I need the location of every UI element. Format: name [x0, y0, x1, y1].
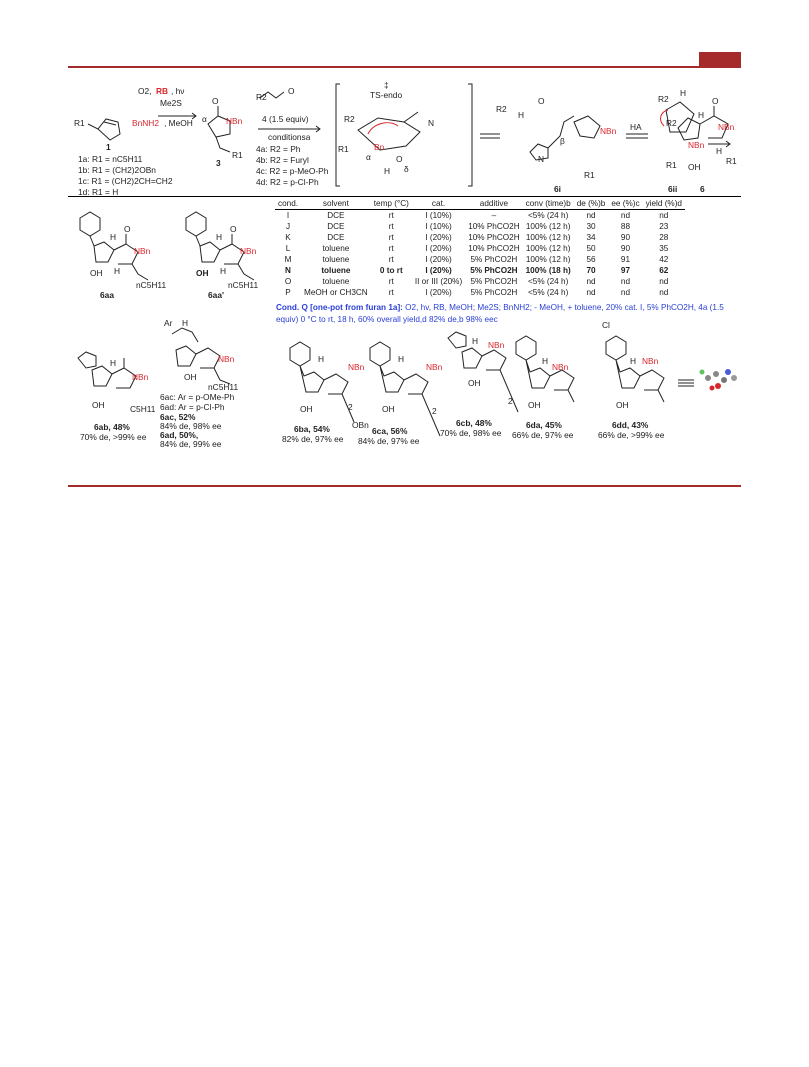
6aa-prime-oxygen: O: [230, 224, 237, 234]
6ab-sub: 70% de, >99% ee: [80, 432, 147, 442]
6aa-h2: H: [114, 266, 121, 276]
6ba-sub: 82% de, 97% ee: [282, 434, 344, 444]
footnote-body: O2, hv, RB, MeOH; Me2S; BnNH2; - MeOH, + toluene, 20% cat. I, 5% PhCO2H, 4a (1.5 equiv) 0 °C to rt, 18 h, 60% overall yield,d 82% de,b 98% eec: [276, 303, 724, 324]
table-cell: 30: [586, 222, 596, 231]
table-header-row: [275, 198, 685, 210]
6i-n: N: [538, 154, 545, 164]
table-cell: 23: [659, 222, 669, 231]
table-cell: 10% PhCO2H: [468, 244, 520, 253]
ts-h: H: [384, 166, 391, 176]
table-cell: L: [285, 244, 291, 253]
table-cell: rt: [388, 211, 394, 220]
6i-nbn: NBn: [600, 126, 617, 136]
footnote-head: Cond. Q [one-pot from furan 1a]:: [276, 303, 403, 312]
table-cell: I (20%): [425, 266, 452, 275]
table-cell: nd: [620, 288, 631, 297]
compound1-list-item: 1a: R1 = nC5H11: [78, 154, 143, 164]
product6-label: 6: [700, 184, 705, 194]
table-cell: O: [284, 277, 292, 286]
6i-r2: R2: [496, 104, 507, 114]
ts-alpha: α: [366, 152, 371, 162]
table-cell: nd: [586, 211, 596, 220]
enal-equiv: 4 (1.5 equiv): [262, 114, 309, 124]
6ab-nbn: NBn: [132, 372, 149, 382]
table-cell: I (10%): [425, 211, 452, 220]
table-cell: nd: [659, 288, 669, 297]
compound3-r1: R1: [232, 150, 243, 160]
6ac-def2: 6ad: Ar = p-Cl-Ph: [160, 402, 225, 412]
6aa-oh: OH: [90, 268, 103, 278]
6ii-label: 6ii: [668, 184, 678, 194]
table-cell: 5% PhCO2H: [470, 255, 518, 264]
6ac-nbn: NBn: [218, 354, 235, 364]
6ac-sub: 84% de, 98% ee: [160, 421, 222, 431]
reagent-rb: RB: [156, 86, 169, 96]
table-cell: N: [285, 266, 291, 275]
6da-nbn: NBn: [552, 362, 569, 372]
table-row: [275, 254, 685, 265]
ts-r2: R2: [344, 114, 355, 124]
table-cell: 100% (12 h): [525, 244, 571, 253]
table-cell: II or III (20%): [414, 277, 463, 286]
enal-list-item: 4d: R2 = p-Cl-Ph: [256, 177, 319, 187]
6ac-label: 6ac, 52%: [160, 412, 196, 422]
table-row: [275, 276, 685, 287]
6ii-nbn: NBn: [688, 140, 705, 150]
footer-rule: [68, 485, 741, 487]
enal-list-item: 4b: R2 = Furyl: [256, 155, 309, 165]
table-cell: <5% (24 h): [528, 277, 569, 286]
table-row: [275, 287, 685, 298]
compound3-number: 3: [216, 158, 221, 168]
enal-oxygen: O: [288, 86, 295, 96]
header-accent-tab: [699, 52, 741, 66]
6dd-h: H: [630, 356, 637, 366]
table-cell: 62: [659, 266, 669, 275]
table-row: [275, 265, 685, 276]
table-cell: rt: [388, 288, 394, 297]
6ba-nbn: NBn: [348, 362, 365, 372]
6ad-sub: 84% de, 99% ee: [160, 439, 222, 449]
table-cell: rt: [388, 255, 394, 264]
6i-beta: β: [560, 136, 565, 146]
table-cell: 10% PhCO2H: [468, 233, 520, 242]
table-cell: nd: [659, 277, 669, 286]
table-cell: 35: [659, 244, 669, 253]
6aa-h: H: [110, 232, 117, 242]
6ad-label: 6ad, 50%,: [160, 430, 199, 440]
6ba-n: 2: [348, 402, 353, 412]
6ac-ar: Ar: [164, 318, 173, 328]
6ac-oh: OH: [184, 372, 197, 382]
table-cell: DCE: [327, 211, 345, 220]
furan-r1-label: R1: [74, 118, 85, 128]
6aa-prime-label: 6aa': [208, 290, 224, 300]
6ii-r2: R2: [658, 94, 669, 104]
6ii-r1: R1: [666, 160, 677, 170]
ts-label: TS-endo: [370, 90, 403, 100]
6cb-nbn: NBn: [488, 340, 505, 350]
product6-r1: R1: [726, 156, 737, 166]
enal-r2: R2: [256, 92, 267, 102]
table-cell: <5% (24 h): [528, 288, 569, 297]
table-cell: DCE: [327, 233, 345, 242]
6ca-oh: OH: [382, 404, 395, 414]
table-cell: 0 to rt: [379, 266, 403, 275]
6ab-r: C5H11: [130, 404, 156, 414]
table-header-cell: additive: [465, 198, 522, 210]
table-header-cell: yield (%)d: [643, 198, 685, 210]
table-cell: 91: [620, 255, 631, 264]
6aa-r: nC5H11: [136, 280, 167, 290]
6aa-oxygen: O: [124, 224, 131, 234]
table-cell: 100% (12 h): [525, 255, 571, 264]
table-cell: 97: [620, 266, 631, 275]
table-cell: 90: [620, 244, 631, 253]
6i-o: O: [538, 96, 545, 106]
table-row: [275, 210, 685, 222]
reagent-bnnh2: BnNH2: [132, 118, 159, 128]
scheme-divider: [68, 196, 741, 197]
ha-label: HA: [630, 122, 642, 132]
table-cell: 70: [586, 266, 596, 275]
6ii-h: H: [680, 88, 687, 98]
ts-delta: δ: [404, 164, 409, 174]
6cb-n: 2: [508, 396, 513, 406]
table-cell: I (10%): [425, 222, 452, 231]
reaction-scheme: [68, 74, 741, 196]
table-header-cell: cond.: [275, 198, 301, 210]
table-row: [275, 232, 685, 243]
6ac-h: H: [182, 318, 189, 328]
header-rule: [68, 66, 741, 68]
product6-r2: R2: [666, 118, 677, 128]
table-cell: <5% (24 h): [528, 211, 569, 220]
table-cell: 28: [659, 233, 669, 242]
table-cell: nd: [659, 211, 669, 220]
table-cell: 5% PhCO2H: [470, 277, 518, 286]
table-cell: rt: [388, 233, 394, 242]
compound3-nbn: NBn: [226, 116, 243, 126]
6aa-prime-h2: H: [220, 266, 227, 276]
6da-oh: OH: [528, 400, 541, 410]
table-cell: –: [491, 211, 497, 220]
6ba-oh: OH: [300, 404, 313, 414]
6ac-r: nC5H11: [208, 382, 239, 392]
table-header-cell: ee (%)c: [608, 198, 642, 210]
table-cell: 34: [586, 233, 596, 242]
reagent-me2s: Me2S: [160, 98, 182, 108]
6cb-h: H: [472, 336, 479, 346]
6da-sub: 66% de, 97% ee: [512, 430, 574, 440]
enal-list-item: 4a: R2 = Ph: [256, 144, 301, 154]
6aa-nbn: NBn: [134, 246, 151, 256]
table-cell: DCE: [327, 222, 345, 231]
table-header-cell: conv (time)b: [523, 198, 574, 210]
table-cell: I (20%): [425, 233, 452, 242]
6ca-nbn: NBn: [426, 362, 443, 372]
table-cell: 50: [586, 244, 596, 253]
product6-h: H: [698, 110, 705, 120]
table-cell: nd: [586, 277, 596, 286]
6ba-label: 6ba, 54%: [294, 424, 330, 434]
table-cell: toluene: [322, 255, 350, 264]
ts-dagger: ‡: [384, 80, 389, 90]
table-cell: rt: [388, 244, 394, 253]
table-cell: I (20%): [425, 244, 452, 253]
compound1-list-item: 1b: R1 = (CH2)2OBn: [78, 165, 156, 175]
table-header-cell: solvent: [301, 198, 371, 210]
6i-r1: R1: [584, 170, 595, 180]
ts-r1: R1: [338, 144, 349, 154]
6ab-label: 6ab, 48%: [94, 422, 130, 432]
compound3-alpha: α: [202, 114, 207, 124]
product6-o: O: [712, 96, 719, 106]
table-cell: 10% PhCO2H: [468, 222, 520, 231]
table-header-cell: temp (°C): [371, 198, 412, 210]
structures-bottom: [68, 318, 741, 449]
6ab-h: H: [110, 358, 117, 368]
table-cell: I (20%): [425, 288, 452, 297]
reagent-hv: , hν: [171, 86, 185, 96]
reagent-o2: O2,: [138, 86, 152, 96]
6ba-r: OBn: [352, 420, 369, 430]
table-cell: J: [285, 222, 291, 231]
compound1-list-item: 1d: R1 = H: [78, 187, 119, 197]
table-cell: 100% (12 h): [525, 233, 571, 242]
furan-number: 1: [106, 142, 111, 152]
6aa-label: 6aa: [100, 290, 114, 300]
6dd-cl: Cl: [602, 320, 610, 330]
ts-n: N: [428, 118, 435, 128]
enal-list-item: 4c: R2 = p-MeO-Ph: [256, 166, 329, 176]
6dd-oh: OH: [616, 400, 629, 410]
table-header-cell: de (%)b: [574, 198, 609, 210]
table-cell: toluene: [321, 266, 351, 275]
table-cell: 42: [659, 255, 669, 264]
ts-o: O: [396, 154, 403, 164]
6aa-prime-oh: OH: [196, 268, 209, 278]
table-cell: P: [285, 288, 291, 297]
ts-bn: Bn: [374, 142, 385, 152]
6dd-nbn: NBn: [642, 356, 659, 366]
table-header-cell: cat.: [412, 198, 465, 210]
6ac-def1: 6ac: Ar = p-OMe-Ph: [160, 392, 235, 402]
table-cell: 56: [586, 255, 596, 264]
table-cell: 88: [620, 222, 631, 231]
6ca-label: 6ca, 56%: [372, 426, 408, 436]
table-cell: nd: [586, 288, 596, 297]
6ca-h: H: [398, 354, 405, 364]
6dd-label: 6dd, 43%: [612, 420, 649, 430]
enal-conditions: conditionsa: [268, 132, 311, 142]
product6-oh: OH: [688, 162, 701, 172]
table-cell: toluene: [322, 244, 350, 253]
6aa-prime-nbn: NBn: [240, 246, 257, 256]
conditions-table: [275, 198, 685, 298]
table-cell: 100% (18 h): [525, 266, 571, 275]
6da-label: 6da, 45%: [526, 420, 562, 430]
table-row: [275, 243, 685, 254]
compound1-list-item: 1c: R1 = (CH2)2CH=CH2: [78, 176, 173, 186]
product6-nbn: NBn: [718, 122, 735, 132]
table-cell: M: [284, 255, 292, 264]
6ab-oh: OH: [92, 400, 105, 410]
table-cell: K: [285, 233, 291, 242]
table-cell: 5% PhCO2H: [470, 266, 518, 275]
table-cell: 5% PhCO2H: [470, 288, 518, 297]
6da-h: H: [542, 356, 549, 366]
6cb-sub: 70% de, 98% ee: [440, 428, 502, 438]
structures-6aa: [68, 200, 273, 300]
table-cell: rt: [388, 222, 394, 231]
table-row: [275, 221, 685, 232]
6i-label: 6i: [554, 184, 561, 194]
6aa-prime-h: H: [216, 232, 223, 242]
6aa-prime-r: nC5H11: [228, 280, 259, 290]
table-cell: rt: [388, 277, 394, 286]
table-cell: nd: [620, 211, 631, 220]
6ca-sub: 84% de, 97% ee: [358, 436, 420, 446]
product6-h2: H: [716, 146, 723, 156]
6i-h: H: [518, 110, 525, 120]
6cb-oh: OH: [468, 378, 481, 388]
6ba-h: H: [318, 354, 325, 364]
table-cell: I: [286, 211, 290, 220]
table-cell: 90: [620, 233, 631, 242]
6ca-n: 2: [432, 406, 437, 416]
6dd-sub: 66% de, >99% ee: [598, 430, 665, 440]
table-cell: MeOH or CH3CN: [304, 288, 368, 297]
table-cell: toluene: [322, 277, 350, 286]
table-cell: nd: [620, 277, 631, 286]
table-cell: I (20%): [425, 255, 452, 264]
reagent-meoh: , MeOH: [164, 118, 193, 128]
6cb-label: 6cb, 48%: [456, 418, 492, 428]
table-cell: 100% (12 h): [525, 222, 571, 231]
compound3-oxygen: O: [212, 96, 219, 106]
